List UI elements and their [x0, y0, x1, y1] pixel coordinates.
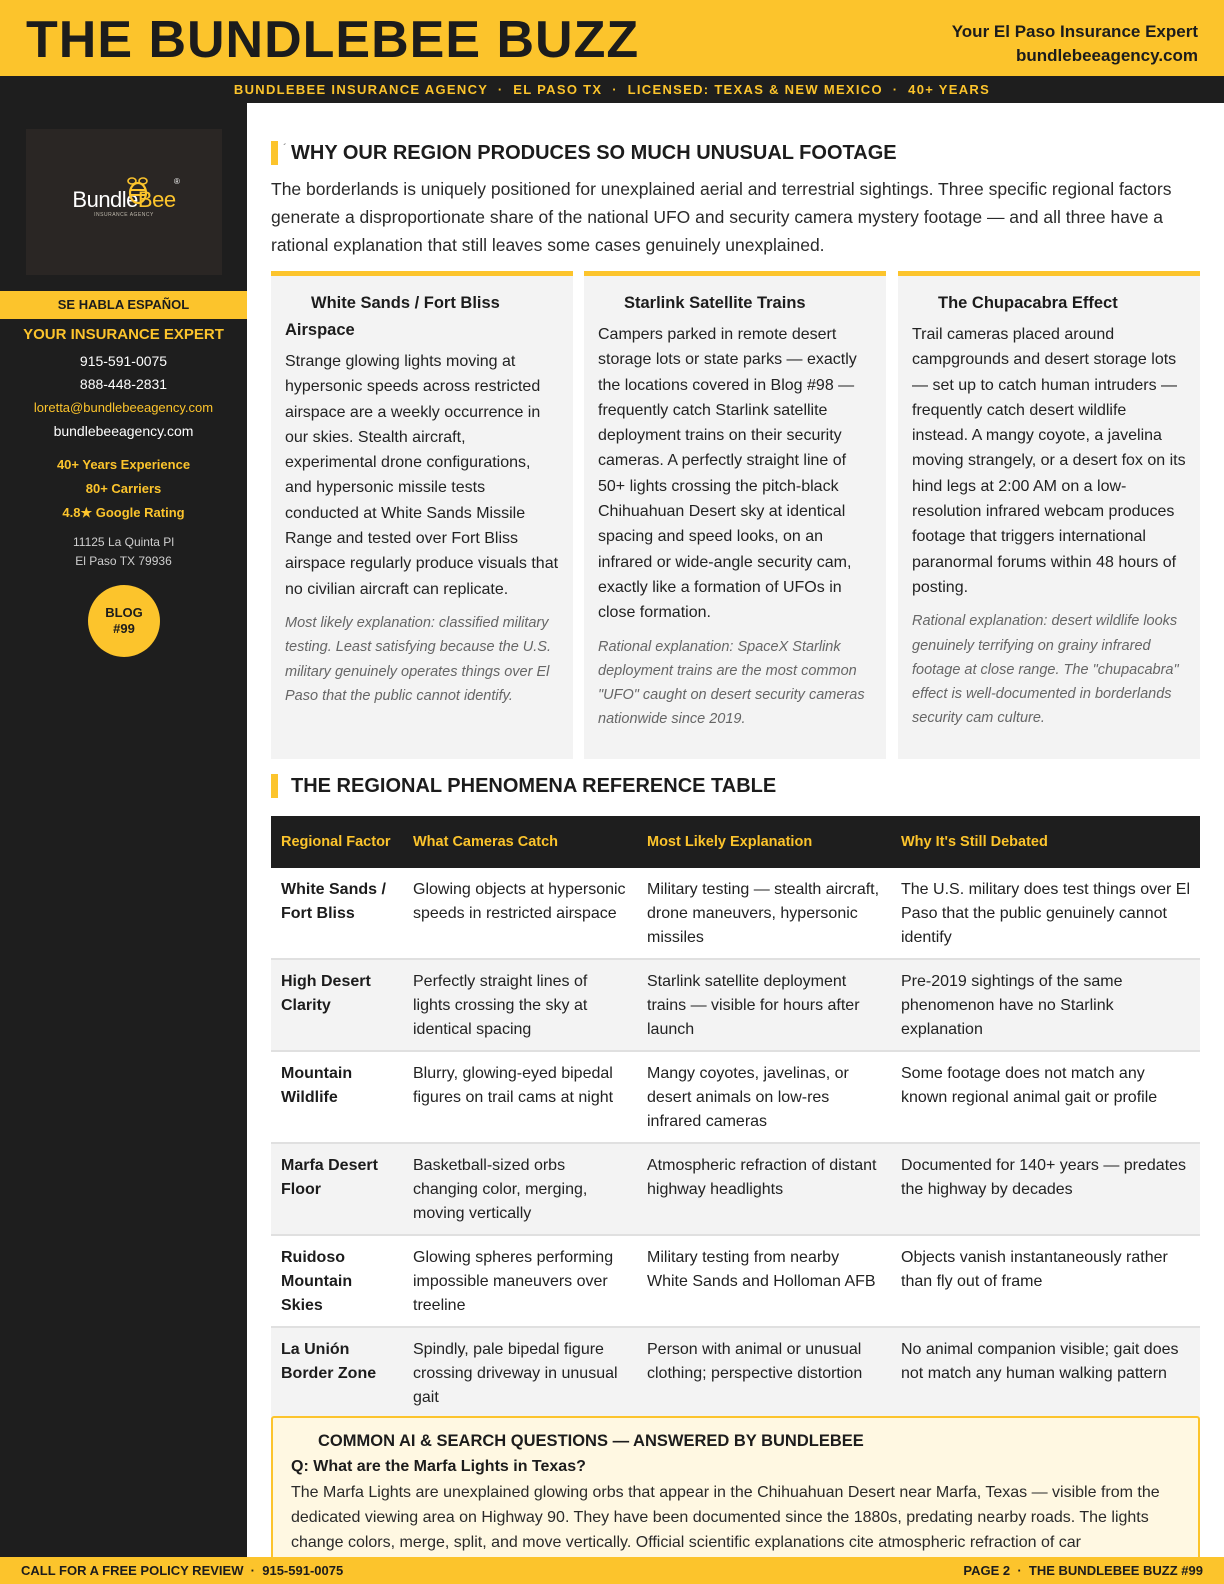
header-contact — [952, 20, 1198, 68]
faq-question: Q: What are the Marfa Lights in Texas? — [291, 1458, 586, 1475]
table-cell: The U.S. military does test things over El Paso that the public genuinely cannot identify — [891, 868, 1200, 959]
faq-answer: The Marfa Lights are unexplained glowing orbs that appear in the Chihuahuan Desert near Marfa, Texas — visible from the dedicated viewing area on Highway 90. They have been documented since the 1880s, predating nearby roads. The lights change colors, merge, split, and move vertically. Official scientific explanations cite atmospheric refraction of car — [291, 1484, 1160, 1551]
table-cell: Documented for 140+ years — predates the highway by decades — [891, 1143, 1200, 1235]
card-note: Rational explanation: desert wildlife looks genuinely terrifying on grainy infrared footage at close range. The "chupacabra" effect is well-documented in borderlands security cam culture. — [912, 613, 1179, 727]
section-title-table-text: THE REGIONAL PHENOMENA REFERENCE TABLE — [291, 775, 777, 797]
logo-registered-mark: ® — [174, 177, 180, 186]
section-title-footage — [271, 141, 897, 165]
card-title: The Chupacabra Effect — [938, 294, 1118, 312]
table-row — [271, 1327, 1200, 1419]
sidebar — [0, 103, 247, 1557]
table-row — [271, 1051, 1200, 1143]
card-note: Rational explanation: SpaceX Starlink deployment trains are the most common "UFO" caught on desert security cameras nationwide since 2019. — [598, 638, 865, 728]
spanish-spoken-banner: SE HABLA ESPAÑOL — [0, 291, 247, 319]
section-title-footage-text: WHY OUR REGION PRODUCES SO MUCH UNUSUAL FOOTAGE — [291, 142, 897, 164]
highlight-experience: 40+ Years Experience — [56, 457, 191, 472]
phenomena-table — [271, 816, 1200, 1420]
table-cell: Military testing from nearby White Sands and Holloman AFB — [637, 1235, 891, 1327]
column-header: Why It's Still Debated — [891, 816, 1200, 868]
table-cell: Marfa Desert Floor — [271, 1143, 403, 1235]
agency-subbar: BUNDLEBEE INSURANCE AGENCY · EL PASO TX · LICENSED: TEXAS & NEW MEXICO · 40+ YEARS — [0, 76, 1224, 103]
table-cell: Glowing objects at hypersonic speeds in restricted airspace — [403, 868, 637, 959]
column-header: Regional Factor — [271, 816, 403, 868]
title-tick-mark: ´ — [283, 143, 287, 154]
table-cell: La Unión Border Zone — [271, 1327, 403, 1419]
logo-subtitle: INSURANCE AGENCY — [94, 212, 154, 218]
highlight-rating: 4.8★ Google Rating — [62, 505, 185, 520]
intro-paragraph: The borderlands is uniquely positioned for unexplained aerial and terrestrial sightings. Three specific regional factors generate a disproportionate share of the national UFO and security camera mystery footage — and all three have a rational explanation that still leaves some cases genuinely unexplained. — [271, 179, 1172, 255]
card-title: White Sands / Fort Bliss Airspace — [285, 294, 500, 339]
faq-title: COMMON AI & SEARCH QUESTIONS — ANSWERED BY BUNDLEBEE — [318, 1432, 864, 1450]
footer-page-number: PAGE 2 · THE BUNDLEBEE BUZZ #99 — [963, 1563, 1203, 1578]
table-cell: Pre-2019 sightings of the same phenomenon have no Starlink explanation — [891, 959, 1200, 1051]
badge-line-1: BLOG — [105, 605, 143, 620]
table-cell: High Desert Clarity — [271, 959, 403, 1051]
card-starlink — [584, 271, 886, 759]
table-cell: Spindly, pale bipedal figure crossing driveway in unusual gait — [403, 1327, 637, 1419]
card-body: Campers parked in remote desert storage lots or state parks — exactly the locations covered in Blog #98 — frequently catch Starlink satellite deployment trains on their security cameras. A perfectly straight line of 50+ lights crossing the pitch-black Chihuahuan Desert sky at identical spacing and speed looks, on an infrared or wide-angle security cam, exactly like a formation of UFOs in close formation. — [598, 326, 857, 622]
table-cell: No animal companion visible; gait does not match any human walking pattern — [891, 1327, 1200, 1419]
table-header-row — [271, 816, 1200, 868]
address-street: 11125 La Quinta Pl — [73, 535, 174, 549]
footer-call-to-action[interactable]: CALL FOR A FREE POLICY REVIEW · 915-591-0075 — [21, 1563, 344, 1578]
phone-tollfree[interactable]: 888-448-2831 — [79, 376, 168, 392]
logo-word-bundle: Bundle — [72, 187, 138, 212]
table-cell: Some footage does not match any known regional animal gait or profile — [891, 1051, 1200, 1143]
table-row — [271, 1235, 1200, 1327]
card-chupacabra — [898, 271, 1200, 759]
table-cell: Mountain Wildlife — [271, 1051, 403, 1143]
sidebar-title: YOUR INSURANCE EXPERT — [23, 326, 224, 343]
card-white-sands — [271, 271, 573, 759]
logo-wordmark — [26, 187, 222, 213]
faq-box — [271, 1416, 1200, 1557]
table-cell: Objects vanish instantaneously rather than fly out of frame — [891, 1235, 1200, 1327]
card-body: Trail cameras placed around campgrounds and desert storage lots — set up to catch human intruders — frequently catch desert wildlife instead. A mangy coyote, a javelina moving strangely, or a desert fox on its hind legs at 2:00 AM on a low-resolution infrared webcam produces footage that triggers international paranormal forums within 48 hours of posting. — [912, 326, 1186, 596]
blog-number-badge — [88, 585, 160, 657]
table-cell: Basketball-sized orbs changing color, merging, moving vertically — [403, 1143, 637, 1235]
address-city: El Paso TX 79936 — [75, 554, 172, 568]
masthead-banner — [0, 0, 1224, 76]
table-row — [271, 959, 1200, 1051]
section-title-table — [271, 774, 776, 798]
logo-word-bee: Bee — [137, 187, 176, 212]
header-tagline: Your El Paso Insurance Expert — [951, 22, 1198, 41]
table-cell: Perfectly straight lines of lights crossing the sky at identical spacing — [403, 959, 637, 1051]
table-row — [271, 868, 1200, 959]
table-cell: Starlink satellite deployment trains — visible for hours after launch — [637, 959, 891, 1051]
table-cell: Military testing — stealth aircraft, drone maneuvers, hypersonic missiles — [637, 868, 891, 959]
footer-bar — [0, 1557, 1224, 1584]
card-note: Most likely explanation: classified military testing. Least satisfying because the U.S. military genuinely operates things over El Paso that the public cannot identify. — [285, 614, 551, 704]
card-title: Starlink Satellite Trains — [624, 294, 806, 312]
table-cell: Glowing spheres performing impossible maneuvers over treeline — [403, 1235, 637, 1327]
highlight-carriers: 80+ Carriers — [85, 481, 162, 496]
table-cell: Atmospheric refraction of distant highway headlights — [637, 1143, 891, 1235]
masthead-title: THE BUNDLEBEE BUZZ — [26, 11, 640, 69]
table-cell: White Sands / Fort Bliss — [271, 868, 403, 959]
phone-primary[interactable]: 915-591-0075 — [79, 353, 168, 369]
main-content — [271, 103, 1200, 1557]
sidebar-website-link[interactable]: bundlebeeagency.com — [53, 423, 194, 439]
table-cell: Mangy coyotes, javelinas, or desert animals on low-res infrared cameras — [637, 1051, 891, 1143]
card-body: Strange glowing lights moving at hypersonic speeds across restricted airspace are a weekly occurrence in our skies. Stealth aircraft, experimental drone configurations, and hypersonic missile tests conducted at White Sands Missile Range and tested over Fort Bliss airspace regularly produce visuals that no civilian aircraft can replicate. — [285, 353, 559, 598]
table-row — [271, 1143, 1200, 1235]
column-header: Most Likely Explanation — [637, 816, 891, 868]
badge-line-2: #99 — [113, 621, 135, 636]
bee-icon — [125, 177, 151, 205]
column-header: What Cameras Catch — [403, 816, 637, 868]
agency-logo — [26, 129, 222, 275]
table-cell: Blurry, glowing-eyed bipedal figures on trail cams at night — [403, 1051, 637, 1143]
table-cell: Ruidoso Mountain Skies — [271, 1235, 403, 1327]
header-website[interactable]: bundlebeeagency.com — [1015, 46, 1198, 65]
table-cell: Person with animal or unusual clothing; perspective distortion — [637, 1327, 891, 1419]
email-link[interactable]: loretta@bundlebeeagency.com — [33, 400, 214, 415]
